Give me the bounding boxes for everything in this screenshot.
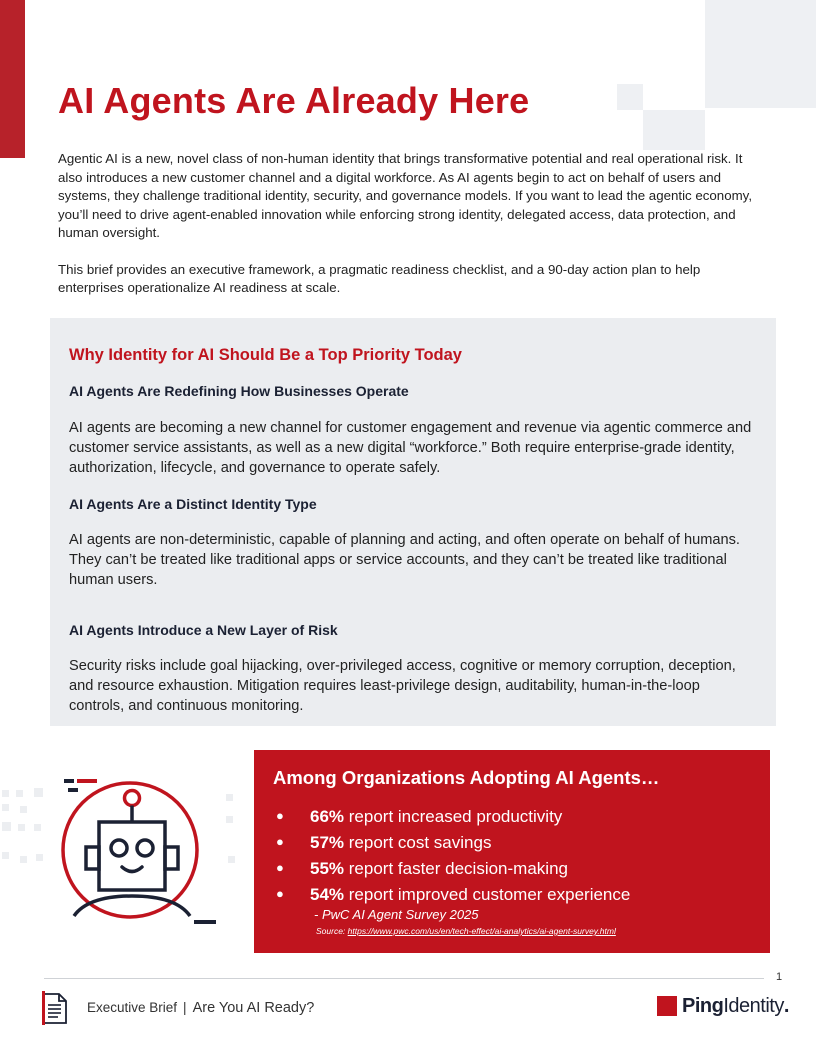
footer-separator: | — [183, 1000, 187, 1015]
section-body: AI agents are becoming a new channel for customer engagement and revenue via agentic commerce and customer service assistants, as well as a new digital “workforce.” Both require enterprise-grade identity, authorization, lifecycle, and governance to operate safely. — [69, 420, 752, 476]
bullet-icon: ● — [276, 834, 284, 849]
stat-item — [276, 882, 630, 908]
intro-paragraph: This brief provides an executive framework, a pragmatic readiness checklist, and a 90-day action plan to help enterprises operationalize AI readiness at scale. — [58, 261, 701, 295]
doc-type: Executive Brief — [87, 1000, 178, 1015]
bullet-icon: ● — [276, 886, 284, 901]
stat-value: 57% — [310, 833, 345, 852]
doc-subtitle: Are You AI Ready? — [192, 1000, 315, 1016]
stat-value: 55% — [310, 859, 345, 878]
citation: - PwC AI Agent Survey 2025 — [314, 907, 479, 922]
stat-item — [276, 804, 630, 830]
intro-text — [58, 150, 763, 316]
robot-illustration — [0, 760, 250, 940]
section-body: AI agents are non-deterministic, capable of planning and acting, and often operate on behalf of humans. They can’t be treated like traditional apps or service accounts, and they can’t be treated like traditional human users. — [69, 532, 740, 588]
decorative-block — [617, 84, 643, 110]
bullet-icon: ● — [276, 860, 284, 875]
source-link[interactable]: https://www.pwc.com/us/en/tech-effect/ai-analytics/ai-agent-survey.html — [347, 926, 616, 936]
stat-item — [276, 856, 630, 882]
stat-value: 54% — [310, 885, 345, 904]
document-icon — [42, 991, 68, 1025]
logo-wordmark: PingIdentity. — [682, 994, 789, 1017]
priority-title: Why Identity for AI Should Be a Top Priority Today — [69, 346, 462, 364]
intro-paragraph: Agentic AI is a new, novel class of non-human identity that brings transformative potential and real operational risk. It also introduces a new customer channel and a digital workforce. As AI agents begin to act on behalf of users and systems, they challenge traditional identity, security, and governance models. If you want to lead the agentic economy, you’ll need to drive agent-enabled innovation while enforcing strong identity, delegated access, data protection, and human oversight. — [58, 151, 753, 240]
ping-identity-logo — [657, 994, 789, 1018]
source-label: Source: — [316, 926, 346, 936]
page-number: 1 — [776, 971, 783, 983]
source-line — [316, 926, 616, 936]
bullet-icon: ● — [276, 808, 284, 823]
section-body: Security risks include goal hijacking, over-privileged access, cognitive or memory corruption, deception, and resource exhaustion. Mitigation requires least-privilege design, auditability, human-in-the-loop controls, and continuous monitoring. — [69, 658, 736, 714]
stat-label: report cost savings — [348, 833, 492, 852]
stats-list — [276, 804, 630, 908]
priority-panel — [50, 318, 776, 726]
stat-value: 66% — [310, 807, 345, 826]
stat-label: report improved customer experience — [348, 885, 631, 904]
decorative-block — [643, 110, 705, 150]
stat-label: report increased productivity — [348, 807, 563, 826]
decorative-block — [705, 0, 816, 108]
accent-bar — [0, 0, 25, 158]
stats-title: Among Organizations Adopting AI Agents… — [273, 767, 660, 788]
section-heading: AI Agents Are Redefining How Businesses Operate — [69, 383, 409, 399]
page-title: AI Agents Are Already Here — [58, 80, 530, 121]
section-heading: AI Agents Introduce a New Layer of Risk — [69, 622, 338, 638]
footer-divider — [44, 978, 764, 979]
stats-callout — [254, 750, 770, 953]
footer-label — [87, 1000, 314, 1016]
section-heading: AI Agents Are a Distinct Identity Type — [69, 496, 317, 512]
stat-item — [276, 830, 630, 856]
logo-square-icon — [657, 996, 677, 1016]
stat-label: report faster decision-making — [348, 859, 568, 878]
